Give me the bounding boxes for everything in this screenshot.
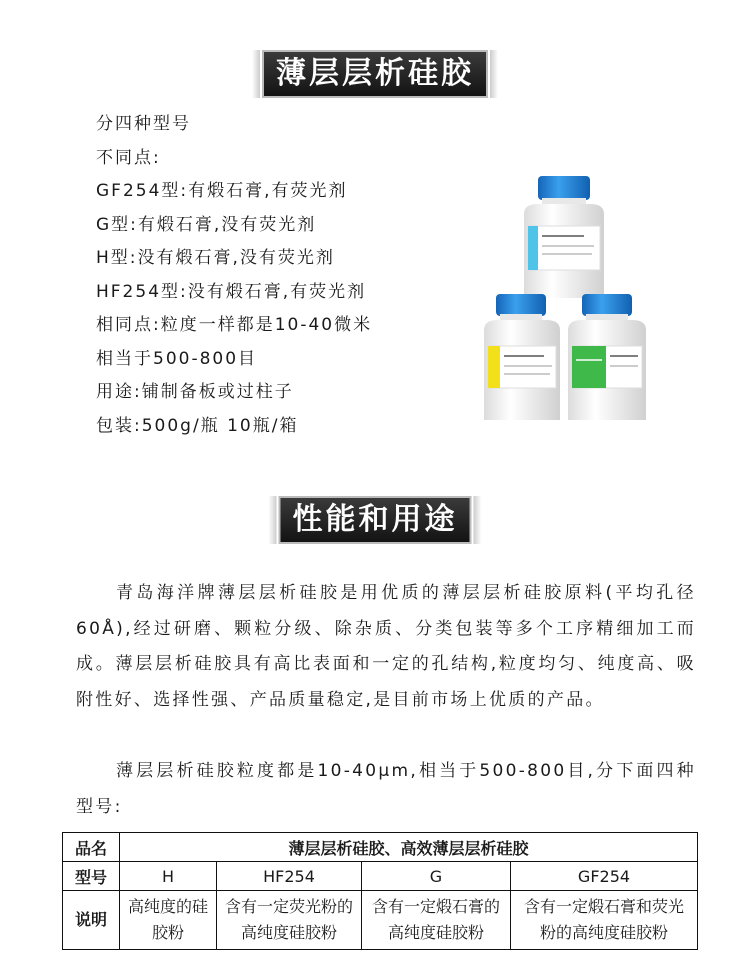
description-paragraph: 青岛海洋牌薄层层析硅胶是用优质的薄层层析硅胶原料(平均孔径60Å),经过研磨、颗粒分级、除杂质、分类包装等多个工序精细加工而成。薄层层析硅胶具有高比表面和一定的孔结构,粒度均匀、纯度高、吸附性好、选择性强、产品质量稳定,是目前市场上优质的产品。 xyxy=(76,583,696,710)
grade-intro-paragraph: 薄层层析硅胶粒度都是10-40μm,相当于500-800目,分下面四种型号: xyxy=(76,761,696,817)
spec-line: 包装:500g/瓶 10瓶/箱 xyxy=(96,415,299,436)
spec-line: 分四种型号 xyxy=(96,114,191,134)
section-title-performance-usage: 性能和用途 xyxy=(279,496,472,544)
description-cell: 含有一定煅石膏和荧光粉的高纯度硅胶粉 xyxy=(511,891,698,950)
model-cell: H xyxy=(120,862,217,891)
row-label-description: 说明 xyxy=(63,891,120,950)
model-table xyxy=(62,832,698,950)
model-cell: G xyxy=(362,862,511,891)
model-cell: GF254 xyxy=(511,862,698,891)
spec-line: 不同点: xyxy=(96,147,161,168)
spec-list xyxy=(96,108,372,443)
table-row xyxy=(63,891,698,950)
row-label-model: 型号 xyxy=(63,862,120,891)
product-bottles-image xyxy=(484,170,654,430)
description-cell: 高纯度的硅胶粉 xyxy=(120,891,217,950)
spec-line: 用途:铺制备板或过柱子 xyxy=(96,382,294,402)
table-row xyxy=(63,862,698,891)
section-title-tlc-silica: 薄层层析硅胶 xyxy=(262,50,488,98)
reagent-bottle-icon xyxy=(524,176,604,298)
row-label-product: 品名 xyxy=(63,833,120,862)
description-cell: 含有一定煅石膏的高纯度硅胶粉 xyxy=(362,891,511,950)
table-row xyxy=(63,833,698,862)
spec-line: GF254型:有煅石膏,有荧光剂 xyxy=(96,181,348,201)
product-name-cell: 薄层层析硅胶、高效薄层层析硅胶 xyxy=(120,833,698,862)
spec-line: 相当于500-800目 xyxy=(96,348,258,369)
description-cell: 含有一定荧光粉的高纯度硅胶粉 xyxy=(217,891,362,950)
reagent-bottle-icon xyxy=(484,294,560,420)
spec-line: G型:有煅石膏,没有荧光剂 xyxy=(96,214,317,235)
spec-line: HF254型:没有煅石膏,有荧光剂 xyxy=(96,281,367,302)
model-cell: HF254 xyxy=(217,862,362,891)
reagent-bottle-icon xyxy=(568,294,646,420)
spec-line: 相同点:粒度一样都是10-40微米 xyxy=(96,315,373,335)
spec-line: H型:没有煅石膏,没有荧光剂 xyxy=(96,248,335,268)
